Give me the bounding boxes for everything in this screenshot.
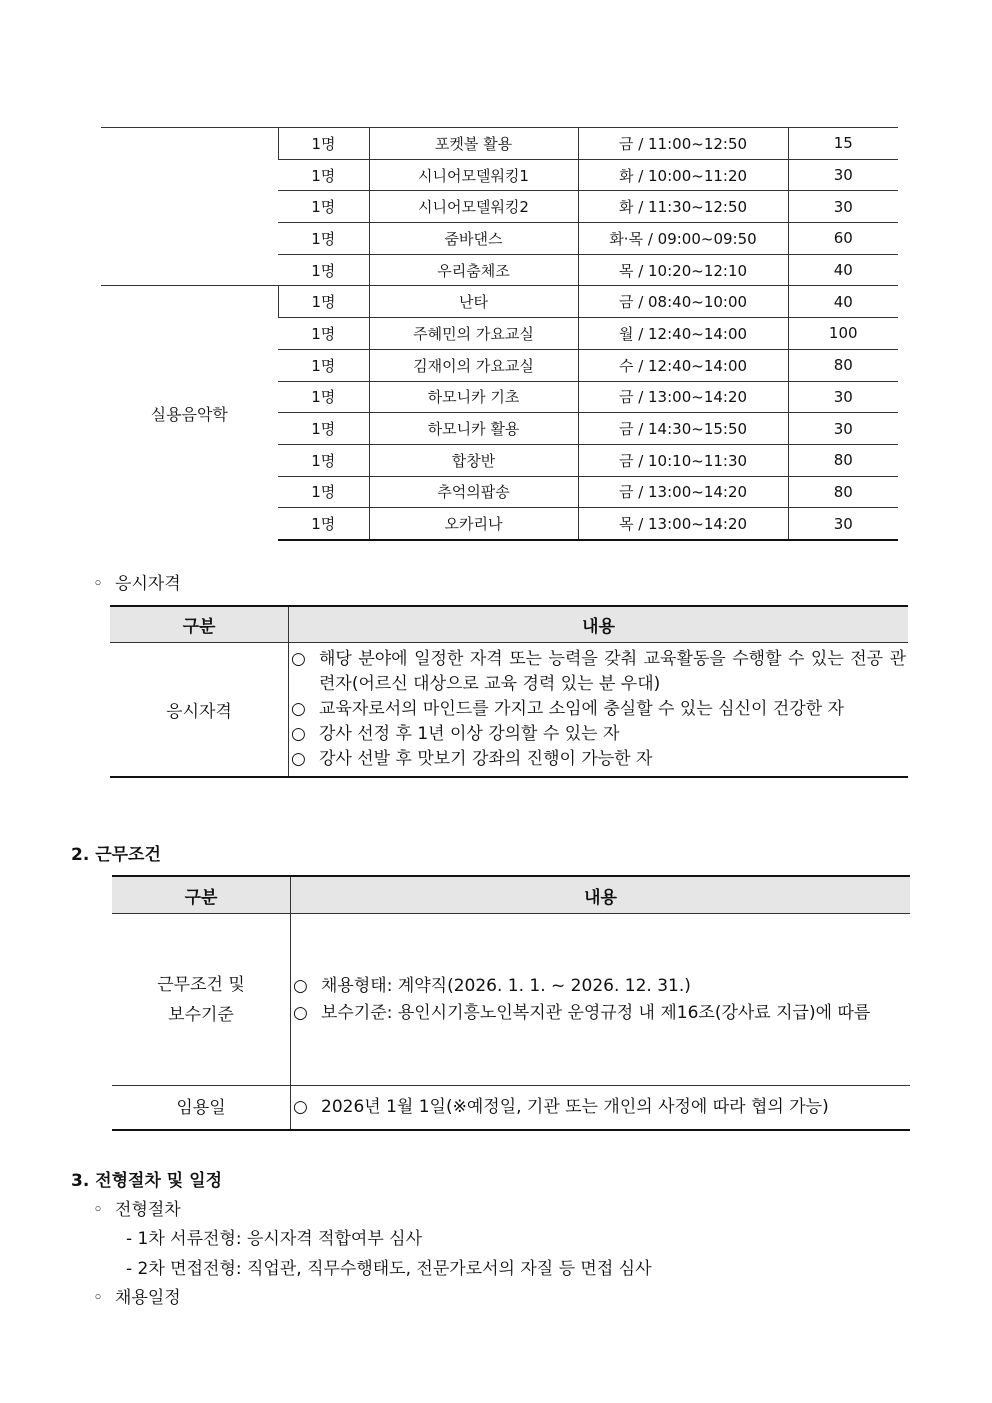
work-label-line2: 보수기준 [168, 1004, 234, 1025]
people-cell: 1명 [278, 381, 369, 413]
selection-process-label [93, 1195, 181, 1220]
bullet-marker: ◦ [93, 1200, 104, 1220]
work-heading: 2. 근무조건 [71, 845, 161, 865]
appointment-date-label: 임용일 [112, 1086, 291, 1131]
people-cell: 1명 [278, 318, 369, 350]
capacity-cell: 40 [788, 286, 898, 318]
people-cell: 1명 [278, 254, 369, 286]
qualification-item-text: 해당 분야에 일정한 자격 또는 능력을 갖춰 교육활동을 수행할 수 있는 전공 관련자(어르신 대상으로 교육 경력 있는 분 우대) [319, 649, 906, 694]
course-cell: 오카리나 [369, 508, 578, 540]
circle-marker: ○ [293, 1002, 308, 1023]
course-cell: 포켓볼 활용 [369, 128, 578, 160]
capacity-cell: 80 [788, 476, 898, 508]
process-label-text: 전형절차 [115, 1200, 181, 1220]
capacity-cell: 30 [788, 159, 898, 191]
time-cell: 수 / 12:40~14:00 [578, 349, 788, 381]
qualification-label: 응시자격 [110, 643, 289, 778]
capacity-cell: 30 [788, 381, 898, 413]
capacity-cell: 15 [788, 128, 898, 160]
people-cell: 1명 [278, 508, 369, 540]
time-cell: 금 / 13:00~14:20 [578, 476, 788, 508]
qualification-item [291, 747, 906, 772]
bullet-marker: ◦ [93, 1288, 104, 1308]
people-cell: 1명 [278, 476, 369, 508]
work-label-line1: 근무조건 및 [157, 974, 245, 995]
category-cell-prev [101, 128, 278, 286]
course-cell: 줌바댄스 [369, 223, 578, 255]
column-header-content: 내용 [289, 606, 909, 643]
course-cell: 우리춤체조 [369, 254, 578, 286]
qualification-heading-text: 응시자격 [115, 574, 181, 594]
selection-heading: 3. 전형절차 및 일정 [71, 1171, 222, 1191]
capacity-cell: 30 [788, 413, 898, 445]
course-cell: 난타 [369, 286, 578, 318]
circle-marker: ○ [291, 699, 306, 719]
people-cell: 1명 [278, 128, 369, 160]
work-item [293, 1094, 908, 1121]
circle-marker: ○ [291, 649, 306, 669]
course-cell: 합창반 [369, 444, 578, 476]
qualification-item-text: 강사 선정 후 1년 이상 강의할 수 있는 자 [319, 724, 620, 744]
work-conditions-content [291, 914, 911, 1086]
qualification-item [291, 722, 906, 747]
circle-marker: ○ [291, 724, 306, 744]
people-cell: 1명 [278, 444, 369, 476]
time-cell: 화·목 / 09:00~09:50 [578, 223, 788, 255]
capacity-cell: 100 [788, 318, 898, 350]
selection-step-1: - 1차 서류전형: 응시자격 적합여부 심사 [126, 1229, 423, 1249]
schedule-table [101, 127, 898, 541]
course-cell: 하모니카 기초 [369, 381, 578, 413]
qualification-table [110, 605, 908, 778]
capacity-cell: 80 [788, 349, 898, 381]
capacity-cell: 80 [788, 444, 898, 476]
column-header-category: 구분 [110, 606, 289, 643]
qualification-item [291, 647, 906, 697]
selection-step-2: - 2차 면접전형: 직업관, 직무수행태도, 전문가로서의 자질 등 면접 심사 [126, 1259, 652, 1279]
appointment-date-content [291, 1086, 911, 1131]
schedule-row [101, 286, 898, 318]
time-cell: 화 / 10:00~11:20 [578, 159, 788, 191]
time-cell: 금 / 13:00~14:20 [578, 381, 788, 413]
hiring-schedule-label [93, 1283, 181, 1308]
category-cell-music: 실용음악학 [101, 286, 278, 540]
course-cell: 김재이의 가요교실 [369, 349, 578, 381]
time-cell: 화 / 11:30~12:50 [578, 191, 788, 223]
bullet-marker: ◦ [93, 574, 104, 594]
time-cell: 월 / 12:40~14:00 [578, 318, 788, 350]
schedule-row [101, 128, 898, 160]
circle-marker: ○ [293, 1097, 308, 1117]
people-cell: 1명 [278, 191, 369, 223]
qualification-item [291, 697, 906, 722]
qualification-heading [93, 569, 181, 594]
work-item-text: 채용형태: 계약직(2026. 1. 1. ~ 2026. 12. 31.) [321, 975, 691, 996]
qualification-item-text: 강사 선발 후 맛보기 강좌의 진행이 가능한 자 [319, 749, 653, 769]
work-item [293, 973, 908, 1000]
capacity-cell: 40 [788, 254, 898, 286]
circle-marker: ○ [291, 749, 306, 769]
time-cell: 금 / 11:00~12:50 [578, 128, 788, 160]
schedule-label-text: 채용일정 [115, 1288, 181, 1308]
work-conditions-label [112, 914, 291, 1086]
capacity-cell: 60 [788, 223, 898, 255]
time-cell: 금 / 10:10~11:30 [578, 444, 788, 476]
people-cell: 1명 [278, 159, 369, 191]
time-cell: 목 / 10:20~12:10 [578, 254, 788, 286]
course-cell: 하모니카 활용 [369, 413, 578, 445]
work-item-text: 보수기준: 용인시기흥노인복지관 운영규정 내 제16조(강사료 지급)에 따름 [321, 1002, 871, 1023]
work-item [293, 1000, 908, 1027]
course-cell: 시니어모델워킹2 [369, 191, 578, 223]
time-cell: 목 / 13:00~14:20 [578, 508, 788, 540]
time-cell: 금 / 08:40~10:00 [578, 286, 788, 318]
work-item-text: 2026년 1월 1일(※예정일, 기관 또는 개인의 사정에 따라 협의 가능) [321, 1097, 829, 1117]
column-header-content: 내용 [291, 876, 911, 914]
work-conditions-table [112, 875, 910, 1131]
qualification-content [289, 643, 909, 778]
circle-marker: ○ [293, 975, 308, 996]
column-header-category: 구분 [112, 876, 291, 914]
capacity-cell: 30 [788, 191, 898, 223]
people-cell: 1명 [278, 223, 369, 255]
course-cell: 주혜민의 가요교실 [369, 318, 578, 350]
people-cell: 1명 [278, 349, 369, 381]
people-cell: 1명 [278, 286, 369, 318]
qualification-item-text: 교육자로서의 마인드를 가지고 소임에 충실할 수 있는 심신이 건강한 자 [319, 699, 844, 719]
course-cell: 시니어모델워킹1 [369, 159, 578, 191]
capacity-cell: 30 [788, 508, 898, 540]
course-cell: 추억의팝송 [369, 476, 578, 508]
time-cell: 금 / 14:30~15:50 [578, 413, 788, 445]
people-cell: 1명 [278, 413, 369, 445]
